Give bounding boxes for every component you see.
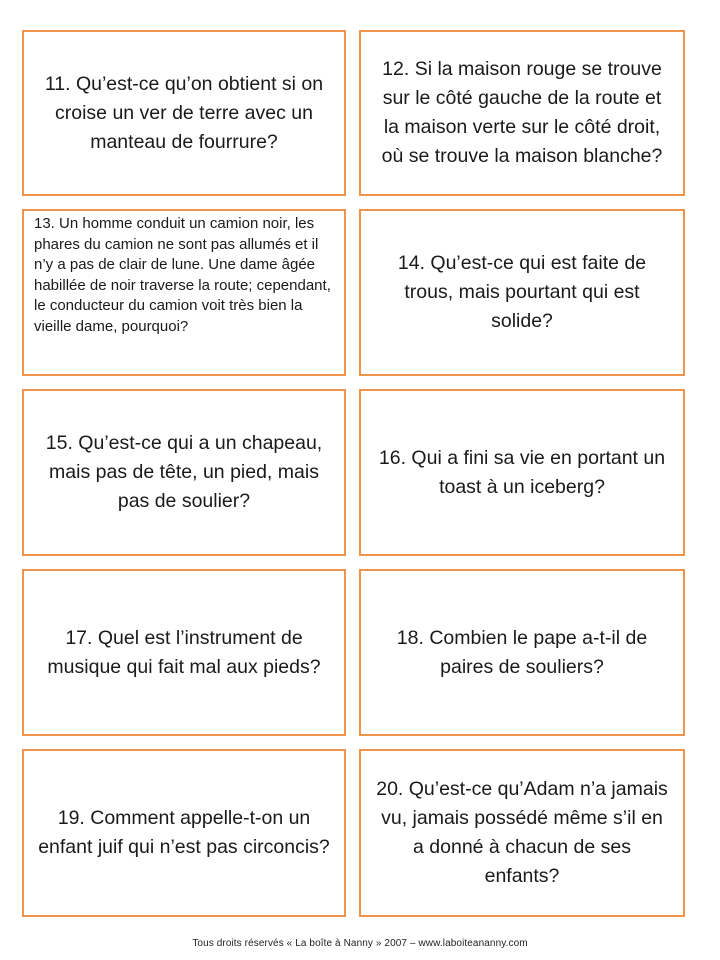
riddle-text: 11. Qu’est-ce qu’on obtient si on croise un ver de terre avec un manteau de fourrure? xyxy=(44,72,324,153)
riddle-card-14 xyxy=(359,209,685,376)
riddle-card-12 xyxy=(359,30,685,196)
riddle-card-18 xyxy=(359,569,685,736)
riddle-card-15 xyxy=(22,389,346,556)
riddle-card-20 xyxy=(359,749,685,917)
riddle-card-13 xyxy=(22,209,346,376)
copyright-footer: Tous droits réservés « La boîte à Nanny » 2007 – www.laboiteananny.com xyxy=(192,938,528,949)
riddle-text: 14. Qu’est-ce qui est faite de trous, mais pourtant qui est solide? xyxy=(397,252,647,332)
riddle-card-17 xyxy=(22,569,346,736)
riddle-text: 15. Qu’est-ce qui a un chapeau, mais pas de tête, un pied, mais pas de soulier? xyxy=(45,432,323,512)
riddle-text: 19. Comment appelle-t-on un enfant juif qui n’est pas circoncis? xyxy=(38,807,330,858)
riddle-text: 16. Qui a fini sa vie en portant un toast à un iceberg? xyxy=(378,446,666,498)
riddle-text: 20. Qu’est-ce qu’Adam n’a jamais vu, jamais possédé même s’il en a donné à chacun de ses enfants? xyxy=(376,778,668,887)
riddle-card-19 xyxy=(22,749,346,917)
riddle-text: 18. Combien le pape a-t-il de paires de souliers? xyxy=(396,626,648,678)
riddle-text: 12. Si la maison rouge se trouve sur le côté gauche de la route et la maison verte sur le côté droit, où se trouve la maison blanche? xyxy=(381,58,663,167)
riddle-card-11 xyxy=(22,30,346,196)
riddle-text: 17. Quel est l’instrument de musique qui fait mal aux pieds? xyxy=(47,626,321,678)
riddle-card-16 xyxy=(359,389,685,556)
riddle-text: 13. Un homme conduit un camion noir, les phares du camion ne sont pas allumés et il n’y a pas de clair de lune. Une dame âgée habillée de noir traverse la route; cependant, le conducteur du camion voit très bien la vieille dame, pourquoi? xyxy=(34,215,331,335)
